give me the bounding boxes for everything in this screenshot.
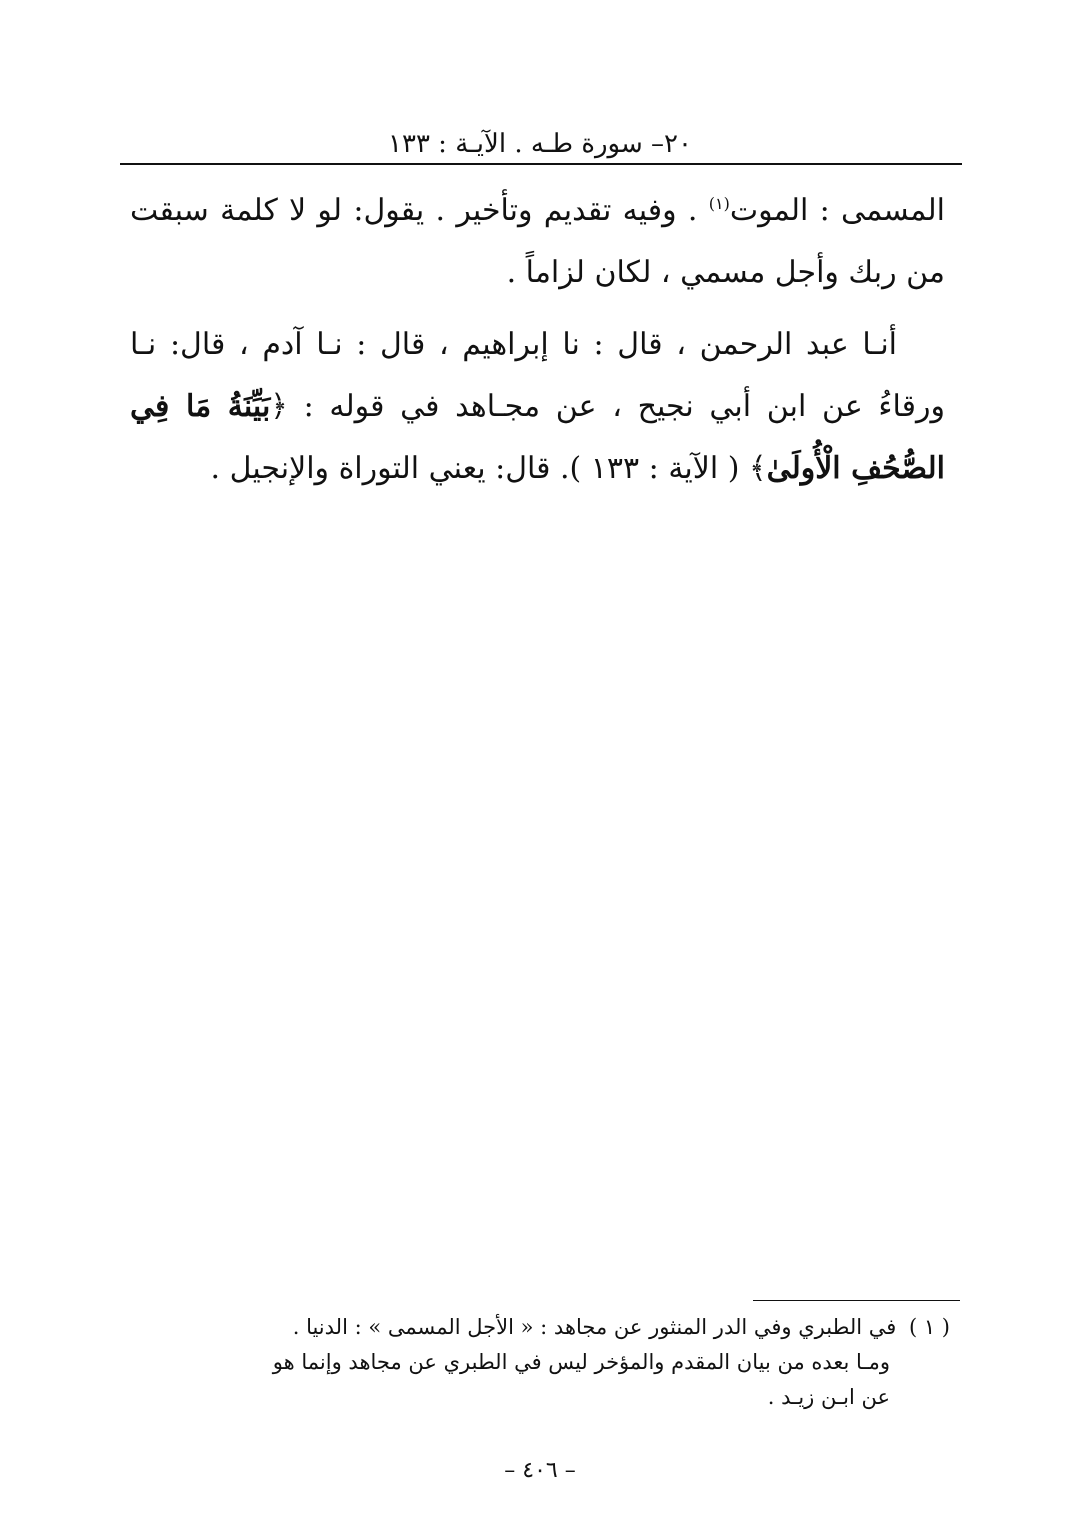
footnote-line-2: ومـا بعده من بيان المقدم والمؤخر ليس في الطبري عن مجاهد وإنما هو [272,1350,890,1374]
footnote-number: ( ١ ) [908,1315,950,1339]
quran-quote: بَيِّنَةُ مَا فِي الصُّحُفِ الْأُولَىٰ [130,389,945,486]
paragraph-2 [130,314,945,500]
paragraph-2-text-start: أنـا عبد الرحمن ، قال : نا إبراهيم ، قال : نـا آدم ، قال: نـا ورقاءُ عن ابن أبي نجيح ، عن مجـاهد في قوله : ﴿ [130,327,945,424]
footnote-1 [130,1310,950,1415]
running-header: ٢٠– سورة طـه . الآيـة : ١٣٣ [388,129,692,159]
footnote-line-3: عن ابـن زيـد . [767,1385,890,1409]
footnote-reference-mark[interactable]: (١) [708,194,730,213]
footnote-line-1: في الطبري وفي الدر المنثور عن مجاهد : « الأجل المسمى » : الدنيا . [292,1315,897,1339]
header-divider [120,163,962,165]
paragraph-1-text-start: المسمى : الموت [729,193,945,228]
paragraph-1 [130,180,945,304]
paragraph-1-text-end: . وفيه تقديم وتأخير . يقول: لو لا كلمة سبقت من ربك وأجل مسمي ، لكان لزاماً . [130,193,945,290]
page-number: – ٤٠٦ – [504,1458,576,1483]
footnote-divider [753,1300,960,1301]
paragraph-2-text-end: ﴾ ( الآية : ١٣٣ ). قال: يعني التوراة والإنجيل . [210,451,767,486]
